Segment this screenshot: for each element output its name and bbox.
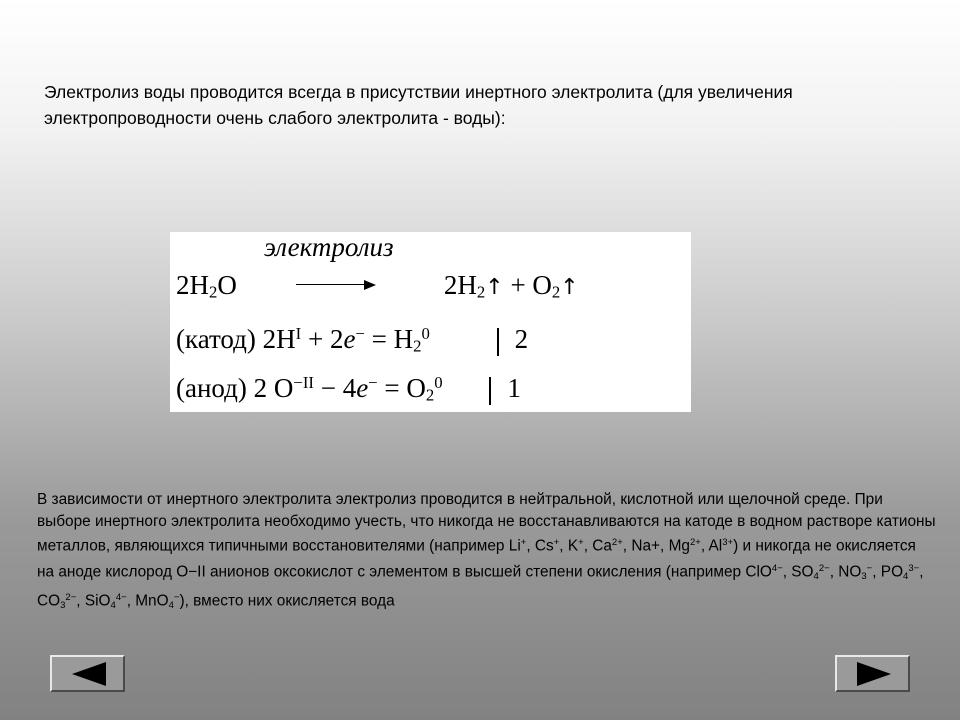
anode-reaction: (анод) 2 $O^{-II} - 4e^- = O_2^0$ 1 bbox=[176, 373, 521, 405]
details-paragraph: В зависимости от инертного электролита электролиз проводится в нейтральной, кислотной или щелочной среде. При выборе инертного электролита необходимо учесть, что никогда не восстанавливаются на катоде в водном растворе катионы металлов, являющихся типичными восстановителями (например Li+, Cs+, K+, $Ca^{2+}$, Na+, $Mg^{2+}$, $Al^{3+}$) и никогда не окисляется на аноде кислород O−II анионов оксокислот с элементом в высшей степени окисления (например ClO$^{4-}$, $SO_4^{2-}$, $NO_3^-$, $PO_4^{3-}$, $CO_3^{2-}$, SiO$_4^{4-}$, MnO$_4$−), вместо них окисляется вода bbox=[37, 491, 936, 612]
overall-reaction: $2H_2O$ $2H_2↑$ + $O_2↑$ bbox=[176, 270, 579, 302]
intro-paragraph: Электролиз воды проводится всегда в присутствии инертного электролита (для увеличения электропроводности очень слабого электролита - воды): bbox=[44, 82, 793, 128]
reaction-arrow-icon bbox=[296, 280, 376, 290]
divider-bar bbox=[497, 328, 499, 356]
electrolysis-equation-image bbox=[170, 232, 691, 412]
formula-title: электролиз bbox=[264, 232, 394, 262]
gas-arrow-icon: ↑ bbox=[560, 275, 579, 300]
next-slide-button[interactable] bbox=[835, 655, 910, 692]
right-triangle-icon bbox=[857, 662, 891, 686]
cathode-reaction: (катод) $2H^I + 2e^- = H_2^0$ 2 bbox=[176, 324, 529, 356]
gas-arrow-icon: ↑ bbox=[485, 275, 504, 300]
left-triangle-icon bbox=[72, 662, 106, 686]
divider-bar bbox=[489, 377, 491, 405]
previous-slide-button[interactable] bbox=[50, 655, 125, 692]
